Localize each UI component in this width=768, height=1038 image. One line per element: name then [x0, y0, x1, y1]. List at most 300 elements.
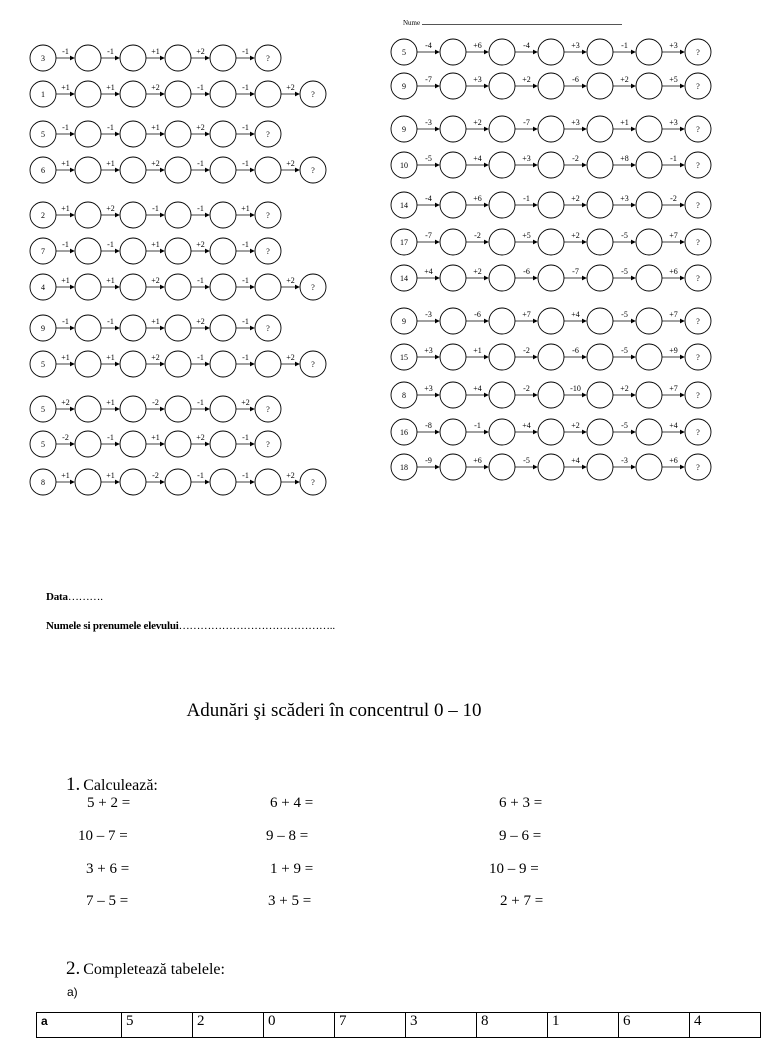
chain-circle: [489, 116, 515, 142]
chain-circle: [489, 192, 515, 218]
chain-operation: -2: [670, 194, 677, 203]
chain-circle: [636, 116, 662, 142]
chain-operation: +5: [669, 75, 678, 84]
chain-operation: -7: [425, 231, 432, 240]
chain-answer-mark: ?: [311, 478, 315, 487]
chain-operation: -4: [523, 41, 530, 50]
chain-circle: [440, 229, 466, 255]
chain-operation: +1: [61, 276, 70, 285]
table-cell: 6: [619, 1013, 690, 1038]
chain-operation: +3: [571, 118, 580, 127]
chain-operation: -8: [425, 421, 432, 430]
chain-circle: [587, 73, 613, 99]
chain-circle: [120, 121, 146, 147]
chain-circle: [636, 73, 662, 99]
chain-start-number: 14: [400, 274, 408, 283]
table-cell: 1: [548, 1013, 619, 1038]
chain-circle: [587, 39, 613, 65]
chain-operation: +1: [61, 83, 70, 92]
chain-circle: [75, 469, 101, 495]
chain-operation: +3: [620, 194, 629, 203]
chain-circle: [440, 192, 466, 218]
chain-operation: -1: [197, 398, 204, 407]
sum-item: 9 – 6 =: [499, 828, 542, 844]
chain-circle: [210, 157, 236, 183]
chain-circle: [120, 157, 146, 183]
chain-circle: [440, 382, 466, 408]
chain-operation: +2: [286, 353, 295, 362]
chain-row: [30, 121, 281, 147]
chain-operation: +1: [151, 317, 160, 326]
chain-answer-mark: ?: [696, 428, 700, 437]
chain-circle: [587, 308, 613, 334]
chain-circle: [120, 431, 146, 457]
chain-operation: +2: [522, 75, 531, 84]
chain-circle: [636, 419, 662, 445]
chain-operation: -1: [107, 240, 114, 249]
chain-circle: [587, 419, 613, 445]
chain-row: [391, 308, 711, 334]
chain-operation: -3: [425, 310, 432, 319]
sum-item: 10 – 9 =: [489, 861, 539, 877]
chain-circle: [489, 308, 515, 334]
chain-operation: +4: [473, 384, 482, 393]
chain-answer-mark: ?: [266, 324, 270, 333]
chain-circle: [636, 308, 662, 334]
chain-start-number: 15: [400, 353, 408, 362]
chain-operation: -4: [425, 41, 432, 50]
chain-circle: [210, 274, 236, 300]
chain-operation: -5: [425, 154, 432, 163]
chain-answer-mark: ?: [696, 274, 700, 283]
chain-operation: -5: [621, 231, 628, 240]
chain-operation: -5: [621, 267, 628, 276]
chain-operation: +3: [669, 41, 678, 50]
chain-operation: -6: [572, 346, 579, 355]
chain-circle: [165, 45, 191, 71]
table-cell: 0: [264, 1013, 335, 1038]
chain-start-number: 5: [402, 48, 406, 57]
chain-row: [391, 192, 711, 218]
chain-operation: -9: [425, 456, 432, 465]
sum-item: 3 + 6 =: [86, 861, 130, 877]
chain-operation: +4: [424, 267, 433, 276]
chain-operation: +2: [571, 421, 580, 430]
chain-operation: +1: [151, 240, 160, 249]
chain-operation: -1: [107, 47, 114, 56]
exercise-2-sublabel: a): [67, 985, 78, 999]
table-cell: 8: [477, 1013, 548, 1038]
chain-circle: [538, 229, 564, 255]
chain-circle: [165, 351, 191, 377]
chain-operation: +1: [61, 471, 70, 480]
chain-operation: -1: [107, 433, 114, 442]
chain-operation: -1: [107, 123, 114, 132]
chain-answer-mark: ?: [696, 82, 700, 91]
chain-operation: +2: [61, 398, 70, 407]
chain-operation: +4: [669, 421, 678, 430]
chain-circle: [120, 469, 146, 495]
chain-answer-mark: ?: [311, 166, 315, 175]
chain-row: [391, 39, 711, 65]
chain-operation: +2: [106, 204, 115, 213]
chain-operation: -2: [572, 154, 579, 163]
chain-row: [391, 152, 711, 178]
chain-operation: +2: [151, 159, 160, 168]
chain-circle: [489, 152, 515, 178]
chain-circle: [489, 73, 515, 99]
chain-operation: -1: [242, 276, 249, 285]
chain-row: [30, 274, 326, 300]
chain-circle: [165, 274, 191, 300]
chain-circle: [440, 73, 466, 99]
sum-item: 2 + 7 =: [500, 893, 544, 909]
chain-circle: [210, 351, 236, 377]
chain-operation: +2: [196, 317, 205, 326]
chain-operation: -7: [425, 75, 432, 84]
chain-operation: +3: [571, 41, 580, 50]
chain-circle: [538, 73, 564, 99]
chain-circle: [636, 152, 662, 178]
chain-operation: -1: [242, 123, 249, 132]
chain-circle: [120, 274, 146, 300]
chain-start-number: 14: [400, 201, 408, 210]
chain-start-number: 9: [41, 324, 45, 333]
chain-answer-mark: ?: [696, 161, 700, 170]
chain-circle: [210, 121, 236, 147]
chain-circle: [538, 344, 564, 370]
sum-item: 1 + 9 =: [270, 861, 314, 877]
chain-operation: +1: [151, 47, 160, 56]
chain-circle: [538, 382, 564, 408]
chain-row: [391, 382, 711, 408]
student-name-line: Numele si prenumele elevului……………………………………..: [46, 620, 335, 632]
chain-circle: [587, 454, 613, 480]
chain-start-number: 5: [41, 130, 45, 139]
chain-circle: [210, 202, 236, 228]
chain-operation: +1: [106, 398, 115, 407]
chain-circle: [165, 315, 191, 341]
chain-answer-mark: ?: [696, 125, 700, 134]
chain-start-number: 10: [400, 161, 408, 170]
chain-answer-mark: ?: [696, 238, 700, 247]
chain-operation: -4: [425, 194, 432, 203]
chain-circle: [210, 469, 236, 495]
chain-start-number: 8: [41, 478, 45, 487]
chain-operation: +3: [473, 75, 482, 84]
sum-item: 6 + 4 =: [270, 795, 314, 811]
chain-operation: -2: [523, 346, 530, 355]
chain-operation: +1: [620, 118, 629, 127]
chain-operation: -1: [197, 276, 204, 285]
sum-item: 3 + 5 =: [268, 893, 312, 909]
chain-operation: -10: [570, 384, 581, 393]
chain-operation: +6: [473, 41, 482, 50]
chain-operation: +9: [669, 346, 678, 355]
chain-operation: +5: [522, 231, 531, 240]
chain-answer-mark: ?: [266, 211, 270, 220]
chain-circle: [75, 396, 101, 422]
chain-circle: [538, 308, 564, 334]
chain-circle: [165, 202, 191, 228]
chain-start-number: 5: [41, 360, 45, 369]
sum-item: 9 – 8 =: [266, 828, 309, 844]
chain-circle: [538, 152, 564, 178]
student-name-label: Numele si prenumele elevului: [46, 620, 179, 632]
chain-answer-mark: ?: [696, 353, 700, 362]
chain-operation: +3: [522, 154, 531, 163]
chain-answer-mark: ?: [311, 90, 315, 99]
chain-operation: -2: [62, 433, 69, 442]
chain-operation: +2: [151, 276, 160, 285]
chain-start-number: 5: [41, 440, 45, 449]
chain-operation: -1: [62, 47, 69, 56]
chain-operation: +2: [286, 276, 295, 285]
chain-row: [391, 229, 711, 255]
chain-operation: +6: [669, 267, 678, 276]
date-line: Data……….: [46, 591, 103, 603]
chain-operation: +4: [522, 421, 531, 430]
chain-circle: [538, 419, 564, 445]
chain-operation: -1: [197, 353, 204, 362]
chain-answer-mark: ?: [696, 391, 700, 400]
chain-operation: -3: [425, 118, 432, 127]
chain-circle: [440, 308, 466, 334]
chain-circle: [75, 121, 101, 147]
chain-circle: [255, 351, 281, 377]
chain-circle: [636, 382, 662, 408]
chain-circle: [440, 152, 466, 178]
chain-operation: -6: [474, 310, 481, 319]
worksheet-name-header: Nume: [403, 18, 622, 27]
chain-circle: [75, 351, 101, 377]
chain-answer-mark: ?: [266, 440, 270, 449]
chain-operation: +1: [106, 276, 115, 285]
chain-operation: -1: [474, 421, 481, 430]
chain-operation: -2: [474, 231, 481, 240]
chain-circle: [120, 81, 146, 107]
chain-start-number: 8: [402, 391, 406, 400]
chain-circle: [165, 469, 191, 495]
chain-answer-mark: ?: [696, 317, 700, 326]
chain-operation: +2: [473, 267, 482, 276]
chain-operation: -1: [197, 204, 204, 213]
chain-operation: +6: [473, 456, 482, 465]
chain-operation: +1: [473, 346, 482, 355]
chain-row: [391, 265, 711, 291]
chain-operation: -2: [523, 384, 530, 393]
chain-row: [30, 202, 281, 228]
chain-operation: +2: [473, 118, 482, 127]
chain-circle: [538, 116, 564, 142]
chain-row: [30, 157, 326, 183]
chain-circle: [75, 274, 101, 300]
table-cell: 7: [335, 1013, 406, 1038]
chain-start-number: 9: [402, 125, 406, 134]
chain-circle: [587, 229, 613, 255]
chain-circle: [75, 81, 101, 107]
chain-row: [391, 454, 711, 480]
chain-circle: [120, 351, 146, 377]
chain-circle: [587, 344, 613, 370]
chain-operation: +2: [286, 159, 295, 168]
chain-answer-mark: ?: [696, 48, 700, 57]
chain-row: [391, 73, 711, 99]
chain-circle: [165, 238, 191, 264]
chain-circle: [120, 396, 146, 422]
chain-operation: +6: [473, 194, 482, 203]
chain-circle: [440, 265, 466, 291]
chain-circle: [440, 39, 466, 65]
chain-operation: -1: [197, 159, 204, 168]
chain-operation: -1: [242, 317, 249, 326]
chain-operation: -5: [621, 310, 628, 319]
chain-circle: [75, 157, 101, 183]
chain-start-number: 7: [41, 247, 45, 256]
chain-circle: [636, 229, 662, 255]
chain-operation: -1: [197, 471, 204, 480]
chain-circle: [120, 315, 146, 341]
chain-operation: +1: [106, 159, 115, 168]
chain-circle: [636, 344, 662, 370]
chain-operation: -5: [523, 456, 530, 465]
chain-circle: [538, 265, 564, 291]
table-header-cell: a: [37, 1013, 122, 1038]
chain-start-number: 1: [41, 90, 45, 99]
chain-answer-mark: ?: [266, 405, 270, 414]
chain-operation: +1: [61, 353, 70, 362]
chain-operation: +1: [151, 123, 160, 132]
chain-operation: +2: [196, 47, 205, 56]
chain-operation: +1: [61, 204, 70, 213]
chain-row: [391, 419, 711, 445]
chain-operation: -5: [621, 421, 628, 430]
table-row: [37, 1013, 761, 1038]
exercise-1-heading: 1. Calculează:: [66, 774, 158, 795]
chain-start-number: 4: [41, 283, 45, 292]
chain-operation: -1: [62, 240, 69, 249]
chain-operation: -3: [621, 456, 628, 465]
chain-operation: +4: [571, 310, 580, 319]
chain-circle: [75, 431, 101, 457]
chain-row: [30, 315, 281, 341]
chain-operation: +1: [106, 83, 115, 92]
chain-circle: [489, 344, 515, 370]
chain-circle: [165, 396, 191, 422]
chain-operation: -1: [621, 41, 628, 50]
chain-circle: [538, 192, 564, 218]
chain-operation: +2: [196, 433, 205, 442]
chain-start-number: 2: [41, 211, 45, 220]
chain-operation: +7: [669, 310, 678, 319]
chain-start-number: 16: [400, 428, 408, 437]
chain-operation: -7: [523, 118, 530, 127]
chain-answer-mark: ?: [266, 247, 270, 256]
completion-table: [36, 1012, 761, 1038]
chain-circle: [210, 396, 236, 422]
chain-circle: [587, 116, 613, 142]
sum-item: 6 + 3 =: [499, 795, 543, 811]
chain-row: [391, 344, 711, 370]
chain-circle: [210, 431, 236, 457]
chain-circle: [120, 45, 146, 71]
chain-circle: [440, 116, 466, 142]
chain-circle: [165, 81, 191, 107]
chain-circle: [210, 81, 236, 107]
chain-operation: -1: [242, 471, 249, 480]
chain-operation: -1: [242, 433, 249, 442]
chain-operation: -1: [62, 123, 69, 132]
chain-operation: +1: [106, 471, 115, 480]
chain-operation: +3: [669, 118, 678, 127]
chain-circle: [636, 192, 662, 218]
chain-operation: +2: [151, 83, 160, 92]
chain-operation: -1: [523, 194, 530, 203]
chain-operation: +2: [571, 231, 580, 240]
chain-row: [30, 238, 281, 264]
chain-operation: -7: [572, 267, 579, 276]
chain-circle: [255, 469, 281, 495]
chain-operation: +1: [106, 353, 115, 362]
chain-circle: [587, 152, 613, 178]
chain-circle: [120, 238, 146, 264]
chain-circle: [120, 202, 146, 228]
table-cell: 2: [193, 1013, 264, 1038]
chain-circle: [489, 454, 515, 480]
chain-circle: [255, 157, 281, 183]
chain-operation: -6: [572, 75, 579, 84]
chain-circle: [210, 238, 236, 264]
chain-operation: +1: [61, 159, 70, 168]
chain-operation: +4: [571, 456, 580, 465]
chain-row: [391, 116, 711, 142]
chain-start-number: 3: [41, 54, 45, 63]
chain-operation: +2: [286, 471, 295, 480]
chain-circle: [636, 39, 662, 65]
exercise-2-heading: 2. Completează tabelele:: [66, 958, 225, 979]
chain-start-number: 9: [402, 317, 406, 326]
chain-start-number: 6: [41, 166, 45, 175]
chain-operation: +6: [669, 456, 678, 465]
chain-operation: +1: [241, 204, 250, 213]
chain-circle: [165, 431, 191, 457]
chain-operation: -2: [152, 471, 159, 480]
chain-operation: -5: [621, 346, 628, 355]
sum-item: 5 + 2 =: [87, 795, 131, 811]
chain-answer-mark: ?: [696, 463, 700, 472]
chain-circle: [255, 274, 281, 300]
chain-operation: +3: [424, 384, 433, 393]
chain-operation: -1: [242, 47, 249, 56]
chain-operation: +7: [669, 384, 678, 393]
chain-operation: -2: [152, 398, 159, 407]
chain-circle: [440, 344, 466, 370]
page-title: Adunări şi scăderi în concentrul 0 – 10: [186, 700, 482, 721]
chain-circle: [75, 202, 101, 228]
chain-operation: +8: [620, 154, 629, 163]
chain-circle: [75, 45, 101, 71]
chain-operation: +7: [522, 310, 531, 319]
chain-answer-mark: ?: [266, 54, 270, 63]
chain-operation: +2: [241, 398, 250, 407]
chain-circle: [165, 121, 191, 147]
chain-circle: [75, 315, 101, 341]
chain-operation: +2: [620, 75, 629, 84]
chain-operation: -1: [242, 159, 249, 168]
chain-operation: +2: [571, 194, 580, 203]
chain-circle: [636, 265, 662, 291]
chain-operation: -1: [152, 204, 159, 213]
